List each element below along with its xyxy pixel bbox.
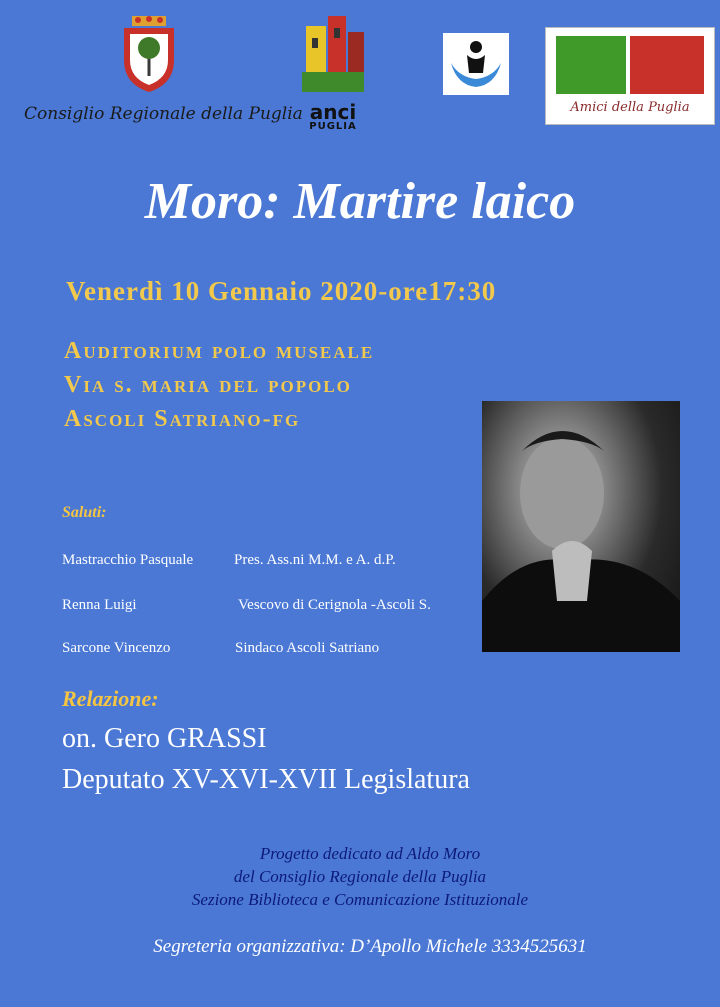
amici-della-puglia-logo [545,27,715,125]
amici-text: Amici della Puglia [570,100,690,115]
saluto-role-3: Sindaco Ascoli Satriano [235,640,380,656]
saluto-name-3: Sarcone Vincenzo [62,640,171,656]
event-title: Moro: Martire laico [144,173,576,230]
consiglio-regionale-text: Consiglio Regionale della Puglia [24,104,303,124]
saluto-name-2: Renna Luigi [62,597,137,613]
venue-line-3: Ascoli Satriano-fg [64,406,301,432]
helping-hands-icon [443,33,509,95]
regione-puglia-logo [118,14,180,94]
associazione-logo [443,33,509,95]
footer-line-2: del Consiglio Regionale della Puglia [233,867,487,886]
coat-of-arms-icon [118,14,180,94]
aldo-moro-photo [482,401,680,652]
saluto-name-1: Mastracchio Pasquale [62,552,194,568]
speaker-role: Deputato XV-XVI-XVII Legislatura [62,764,470,795]
anci-sub-text: PUGLIA [309,121,357,132]
trulli-icon [556,36,626,94]
footer-line-1: Progetto dedicato ad Aldo Moro [259,844,481,863]
saluti-heading: Saluti: [62,504,107,521]
venue-line-2: Via s. maria del popolo [64,372,352,398]
anci-text: anci [309,100,357,124]
castle-icon [630,36,704,94]
speaker-name: on. Gero GRASSI [62,723,267,754]
event-date: Venerdì 10 Gennaio 2020-ore17:30 [66,276,497,306]
relazione-heading: Relazione: [62,686,159,711]
segreteria-contact: Segreteria organizzativa: D’Apollo Michele 3334525631 [153,936,587,957]
anci-puglia-logo [298,12,368,132]
castle-towers-icon [298,12,368,96]
footer-line-3: Sezione Biblioteca e Comunicazione Istituzionale [191,890,529,909]
saluto-role-1: Pres. Ass.ni M.M. e A. d.P. [234,552,396,568]
saluto-role-2: Vescovo di Cerignola -Ascoli S. [238,597,431,613]
venue-line-1: Auditorium polo museale [64,338,375,364]
